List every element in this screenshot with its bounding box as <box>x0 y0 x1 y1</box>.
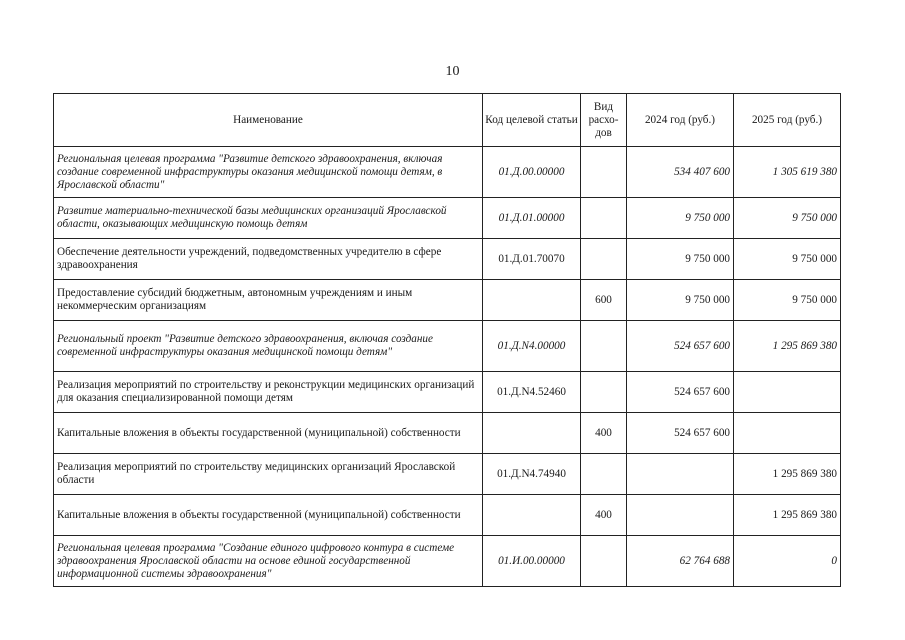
row-code: 01.Д.01.70070 <box>483 239 581 280</box>
row-type: 400 <box>581 413 627 454</box>
row-code <box>483 413 581 454</box>
table-row <box>54 280 841 321</box>
table-row <box>54 372 841 413</box>
row-type <box>581 372 627 413</box>
row-code: 01.И.00.00000 <box>483 536 581 587</box>
row-type: 600 <box>581 280 627 321</box>
row-name: Обеспечение деятельности учреждений, подведомственных учредителю в сфере здравоохранения <box>54 239 483 280</box>
row-type: 400 <box>581 495 627 536</box>
row-type <box>581 536 627 587</box>
row-code <box>483 280 581 321</box>
row-2024 <box>627 454 734 495</box>
table-row <box>54 536 841 587</box>
header-type: Вид расхо-дов <box>581 94 627 147</box>
row-2025 <box>734 413 841 454</box>
row-type <box>581 321 627 372</box>
row-2024: 9 750 000 <box>627 280 734 321</box>
table-row <box>54 413 841 454</box>
header-2025: 2025 год (руб.) <box>734 94 841 147</box>
row-name: Капитальные вложения в объекты государственной (муниципальной) собственности <box>54 495 483 536</box>
row-name: Реализация мероприятий по строительству медицинских организаций Ярославской области <box>54 454 483 495</box>
row-2025: 0 <box>734 536 841 587</box>
table-row <box>54 321 841 372</box>
row-2025: 1 295 869 380 <box>734 321 841 372</box>
row-name: Капитальные вложения в объекты государственной (муниципальной) собственности <box>54 413 483 454</box>
table-row <box>54 198 841 239</box>
row-name: Предоставление субсидий бюджетным, автономным учреждениям и иным некоммерческим организациям <box>54 280 483 321</box>
row-type <box>581 239 627 280</box>
table-row <box>54 147 841 198</box>
row-2025: 9 750 000 <box>734 198 841 239</box>
row-name: Реализация мероприятий по строительству и реконструкции медицинских организаций для оказания специализированной помощи детям <box>54 372 483 413</box>
row-type <box>581 454 627 495</box>
row-name: Региональная целевая программа "Создание единого цифрового контура в системе здравоохранения Ярославской области на основе единой государственной информационной системы здравоохранения" <box>54 536 483 587</box>
row-2024 <box>627 495 734 536</box>
row-type <box>581 147 627 198</box>
row-code: 01.Д.00.00000 <box>483 147 581 198</box>
row-2025: 9 750 000 <box>734 239 841 280</box>
page-number: 10 <box>445 64 460 79</box>
row-code: 01.Д.N4.52460 <box>483 372 581 413</box>
table-header-row <box>54 94 841 147</box>
row-2024: 9 750 000 <box>627 239 734 280</box>
row-type <box>581 198 627 239</box>
row-2024: 62 764 688 <box>627 536 734 587</box>
row-2025: 1 305 619 380 <box>734 147 841 198</box>
row-2025: 9 750 000 <box>734 280 841 321</box>
row-code: 01.Д.N4.74940 <box>483 454 581 495</box>
row-2025 <box>734 372 841 413</box>
row-code: 01.Д.N4.00000 <box>483 321 581 372</box>
row-2024: 534 407 600 <box>627 147 734 198</box>
row-name: Региональная целевая программа "Развитие детского здравоохранения, включая создание современной инфраструктуры оказания медицинской помощи детям, в Ярославской области" <box>54 147 483 198</box>
row-name: Развитие материально-технической базы медицинских организаций Ярославской области, оказывающих медицинскую помощь детям <box>54 198 483 239</box>
row-code: 01.Д.01.00000 <box>483 198 581 239</box>
row-2024: 524 657 600 <box>627 413 734 454</box>
row-name: Региональный проект "Развитие детского здравоохранения, включая создание современной инфраструктуры оказания медицинской помощи детям" <box>54 321 483 372</box>
header-code: Код целевой статьи <box>483 94 581 147</box>
row-2025: 1 295 869 380 <box>734 454 841 495</box>
row-2025: 1 295 869 380 <box>734 495 841 536</box>
table-row <box>54 239 841 280</box>
table-row <box>54 495 841 536</box>
row-2024: 9 750 000 <box>627 198 734 239</box>
row-code <box>483 495 581 536</box>
row-2024: 524 657 600 <box>627 321 734 372</box>
table-row <box>54 454 841 495</box>
header-name: Наименование <box>54 94 483 147</box>
budget-table <box>53 93 841 587</box>
row-2024: 524 657 600 <box>627 372 734 413</box>
header-2024: 2024 год (руб.) <box>627 94 734 147</box>
